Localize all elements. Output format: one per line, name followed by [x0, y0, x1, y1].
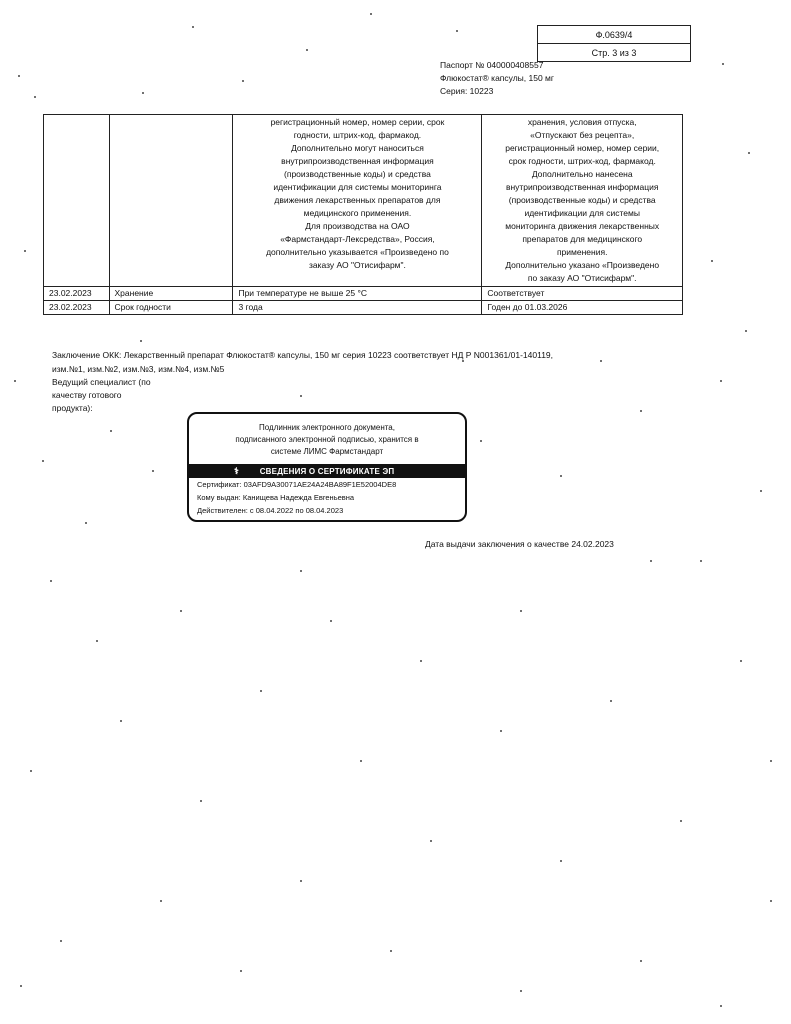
requirement-line: дополнительно указывается «Произведено по: [266, 247, 449, 257]
requirement-line: (производственные коды) и средства: [284, 169, 431, 179]
result-line: хранения, условия отпуска,: [527, 117, 637, 127]
result-cell: Соответствует: [482, 287, 683, 301]
indicator-cell: Хранение: [109, 287, 233, 301]
conclusion-line: изм.№1, изм.№2, изм.№3, изм.№4, изм.№5: [52, 364, 225, 374]
specialist-label: [52, 376, 151, 415]
result-cell: Годен до 01.03.2026: [482, 301, 683, 315]
requirement-line: регистрационный номер, номер серии, срок: [270, 117, 445, 127]
table-row: [44, 301, 683, 315]
indicator-cell: [109, 115, 233, 287]
result-cell: [482, 115, 683, 287]
date-cell: 23.02.2023: [44, 301, 110, 315]
requirement-line: Для производства на ОАО: [305, 221, 410, 231]
passport-number: Паспорт № 040000408557: [440, 60, 544, 70]
requirement-cell: При температуре не выше 25 °С: [233, 287, 482, 301]
requirement-line: заказу АО "Отисифарм".: [308, 260, 406, 270]
passport-product: Флюкостат® капсулы, 150 мг: [440, 73, 554, 83]
stamp-line: подписанного электронной подписью, хранится в: [235, 435, 419, 444]
issue-date: Дата выдачи заключения о качестве 24.02.2023: [425, 539, 614, 549]
date-cell: 23.02.2023: [44, 287, 110, 301]
result-line: (производственные коды) и средства: [508, 195, 656, 205]
requirement-line: годности, штрих-код, фармакод.: [293, 130, 422, 140]
date-cell: [44, 115, 110, 287]
stamp-certificate: Сертификат: 03AFD9A30071AE24A24BA89F1E52004DE8: [197, 480, 397, 489]
conclusion-line: Заключение ОКК: Лекарственный препарат Флюкостат® капсулы, 150 мг серия 10223 соответствует НД Р N001361/01-140119,: [52, 350, 554, 360]
e-signature-stamp: [187, 412, 467, 522]
specialist-line: Ведущий специалист (по: [52, 377, 151, 387]
result-line: внутрипроизводственная информация: [505, 182, 659, 192]
seal-icon: ⚕: [234, 465, 240, 476]
stamp-description: [189, 422, 465, 458]
result-line: идентификации для системы: [524, 208, 640, 218]
page-number: Стр. 3 из 3: [591, 47, 637, 58]
result-line: применения.: [556, 247, 608, 257]
passport-header: [440, 59, 554, 98]
requirement-cell: 3 года: [233, 301, 482, 315]
specialist-line: продукта):: [52, 403, 93, 413]
table-row: [44, 115, 683, 287]
passport-series: Серия: 10223: [440, 86, 494, 96]
result-line: препаратов для медицинского: [522, 234, 643, 244]
result-line: регистрационный номер, номер серии,: [505, 143, 660, 153]
result-line: «Отпускают без рецепта»,: [530, 130, 635, 140]
result-line: срок годности, штрих-код, фармакод.: [508, 156, 656, 166]
result-line: Дополнительно указано «Произведено: [505, 260, 660, 270]
stamp-header-bar: [189, 464, 465, 478]
table-row: [44, 287, 683, 301]
stamp-issued-to: Кому выдан: Канищева Надежда Евгеньевна: [197, 493, 355, 502]
requirement-line: медицинского применения.: [303, 208, 412, 218]
stamp-valid: Действителен: с 08.04.2022 по 08.04.2023: [197, 506, 344, 515]
requirement-line: идентификации для системы мониторинга: [273, 182, 442, 192]
stamp-header: СВЕДЕНИЯ О СЕРТИФИКАТЕ ЭП: [259, 466, 395, 476]
result-line: Дополнительно нанесена: [531, 169, 633, 179]
requirement-line: Дополнительно могут наноситься: [291, 143, 424, 153]
result-line: мониторинга движения лекарственных: [505, 221, 660, 231]
result-line: по заказу АО "Отисифарм".: [527, 273, 637, 283]
requirement-line: «Фармстандарт-Лексредства», Россия,: [280, 234, 435, 244]
quality-table: [43, 114, 683, 315]
requirement-line: внутрипроизводственная информация: [281, 156, 434, 166]
requirement-cell: [233, 115, 482, 287]
form-box: [537, 25, 691, 62]
indicator-cell: Срок годности: [109, 301, 233, 315]
stamp-line: Подлинник электронного документа,: [259, 423, 395, 432]
specialist-line: качеству готового: [52, 390, 122, 400]
conclusion: [52, 348, 553, 376]
stamp-line: системе ЛИМС Фармстандарт: [270, 447, 384, 456]
form-code: Ф.0639/4: [538, 26, 690, 44]
requirement-line: движения лекарственных препаратов для: [274, 195, 441, 205]
